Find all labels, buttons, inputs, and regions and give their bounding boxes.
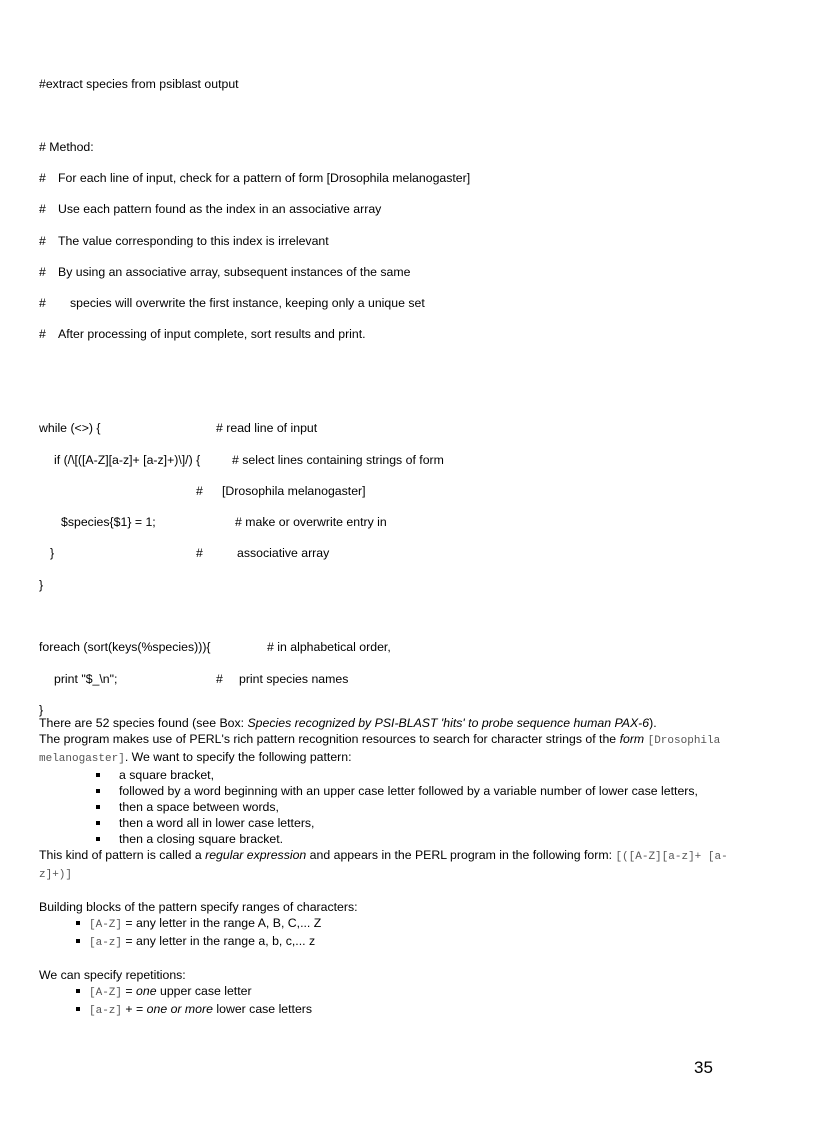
comment-line: For each line of input, check for a pattern of form [Drosophila melanogaster]: [58, 171, 471, 185]
code-line: }: [39, 578, 44, 592]
paragraph: We can specify repetitions:: [39, 968, 186, 982]
comment-hash: #: [39, 234, 46, 248]
code-hash: #: [196, 484, 203, 498]
comment-hash: #: [39, 202, 46, 216]
code-hash: #: [196, 546, 203, 560]
comment-hash: #: [39, 327, 46, 341]
comment-line: After processing of input complete, sort results and print.: [58, 327, 366, 341]
list-item: then a word all in lower case letters,: [39, 815, 729, 831]
range-list: [39, 915, 729, 951]
list-item: a square bracket,: [39, 767, 729, 783]
paragraph: The program makes use of PERL's rich pattern recognition resources to search for character strings of the form [Drosophila melanogaster]. We want to specify the following pattern:: [39, 732, 721, 765]
list-item: [a-z] = any letter in the range a, b, c,... z: [39, 933, 729, 951]
comment-hash: #: [39, 296, 46, 310]
comment-line: Use each pattern found as the index in an associative array: [58, 202, 382, 216]
code-comment: # select lines containing strings of form: [232, 453, 444, 467]
list-item: [A-Z] = any letter in the range A, B, C,... Z: [39, 915, 729, 933]
code-comment: print species names: [239, 672, 349, 686]
code-comment: associative array: [237, 546, 330, 560]
comment-hash: #: [39, 171, 46, 185]
code-comment: [Drosophila melanogaster]: [222, 484, 366, 498]
comment-line: By using an associative array, subsequent instances of the same: [58, 265, 411, 279]
code-line: print "$_\n";: [54, 672, 118, 686]
code-hash: #: [216, 672, 223, 686]
pattern-list: [39, 767, 729, 847]
code-line: }: [50, 546, 55, 560]
comment-hash: #: [39, 265, 46, 279]
code-comment: # in alphabetical order,: [267, 640, 391, 654]
list-item: followed by a word beginning with an upper case letter followed by a variable number of lower case letters,: [39, 783, 729, 799]
repetition-list: [39, 983, 729, 1019]
code-line: while (<>) {: [39, 421, 101, 435]
code-line: $species{$1} = 1;: [61, 515, 156, 529]
code-comment: # read line of input: [216, 421, 318, 435]
code-comment: # make or overwrite entry in: [235, 515, 387, 529]
list-item: then a space between words,: [39, 799, 729, 815]
comment-method: # Method:: [39, 140, 94, 154]
comment-title: #extract species from psiblast output: [39, 77, 239, 91]
list-item: [A-Z] = one upper case letter: [39, 983, 729, 1001]
list-item: [a-z] + = one or more lower case letters: [39, 1001, 729, 1019]
explanation-text: [39, 715, 729, 1019]
comment-line: species will overwrite the first instance, keeping only a unique set: [70, 296, 425, 310]
list-item: then a closing square bracket.: [39, 831, 729, 847]
paragraph: This kind of pattern is called a regular expression and appears in the PERL program in the following form: [([A-Z][a-z]+ [a-z]+)]: [39, 848, 728, 881]
code-line: }: [39, 703, 44, 717]
page-number: 35: [694, 1058, 713, 1077]
paragraph: There are 52 species found (see Box: Species recognized by PSI-BLAST 'hits' to probe sequence human PAX-6).: [39, 716, 657, 730]
paragraph: Building blocks of the pattern specify ranges of characters:: [39, 900, 358, 914]
code-line: foreach (sort(keys(%species))){: [39, 640, 211, 654]
code-line: if (/\[([A-Z][a-z]+ [a-z]+)\]/) {: [54, 453, 201, 467]
comment-line: The value corresponding to this index is irrelevant: [58, 234, 329, 248]
